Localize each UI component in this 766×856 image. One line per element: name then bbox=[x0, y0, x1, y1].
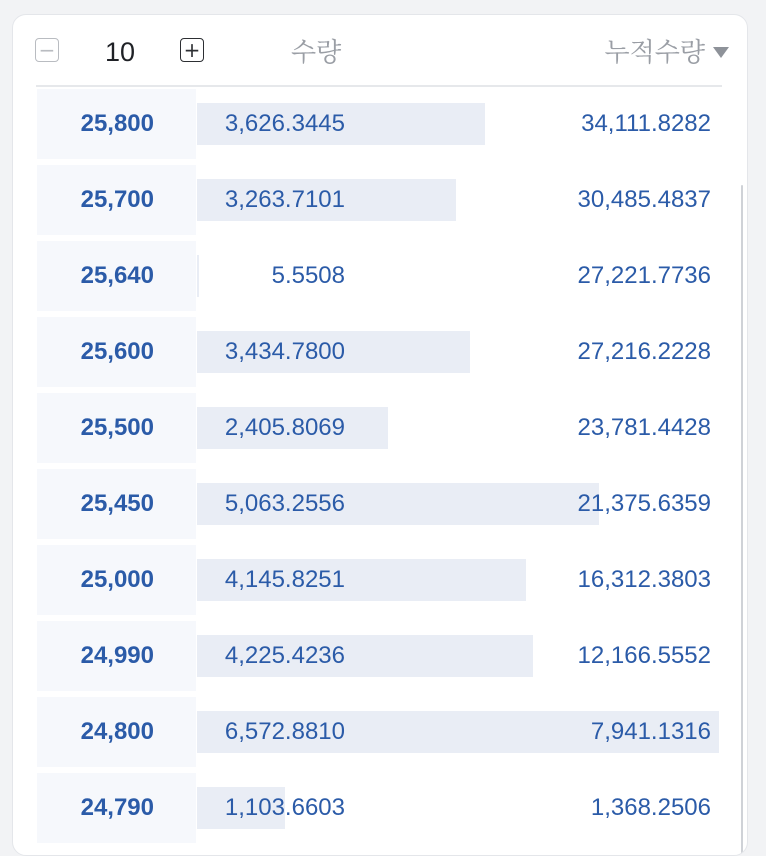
order-book-panel bbox=[12, 14, 748, 856]
cumulative-cell: 16,312.3803 bbox=[577, 566, 711, 593]
cumulative-cell: 34,111.8282 bbox=[581, 110, 711, 137]
price-cell: 25,600 bbox=[37, 317, 196, 387]
header-divider bbox=[36, 85, 722, 87]
table-row[interactable] bbox=[13, 393, 747, 463]
table-row[interactable] bbox=[13, 773, 747, 843]
price-cell: 25,800 bbox=[37, 89, 196, 159]
price-cell: 25,640 bbox=[37, 241, 196, 311]
quantity-cell: 5.5508 bbox=[271, 262, 345, 289]
step-value: 10 bbox=[104, 37, 136, 67]
quantity-cell: 3,434.7800 bbox=[224, 338, 345, 365]
price-cell: 25,450 bbox=[37, 469, 196, 539]
cumulative-cell: 12,166.5552 bbox=[577, 642, 711, 669]
price-cell: 25,500 bbox=[37, 393, 196, 463]
table-row[interactable] bbox=[13, 89, 747, 159]
cumulative-cell: 1,368.2506 bbox=[590, 794, 711, 821]
cumulative-cell: 27,221.7736 bbox=[577, 262, 711, 289]
order-book-header bbox=[13, 15, 747, 85]
scrollbar[interactable] bbox=[741, 185, 743, 856]
quantity-cell: 6,572.8810 bbox=[224, 718, 345, 745]
quantity-cell: 3,263.7101 bbox=[224, 186, 345, 213]
quantity-cell: 2,405.8069 bbox=[224, 414, 345, 441]
table-row[interactable] bbox=[13, 697, 747, 767]
table-row[interactable] bbox=[13, 621, 747, 691]
quantity-cell: 4,145.8251 bbox=[224, 566, 345, 593]
price-cell: 25,700 bbox=[37, 165, 196, 235]
cumulative-column-header[interactable] bbox=[605, 35, 729, 69]
quantity-column-header: 수량 bbox=[291, 37, 342, 67]
table-row[interactable] bbox=[13, 545, 747, 615]
cumulative-cell: 30,485.4837 bbox=[577, 186, 711, 213]
table-row[interactable] bbox=[13, 317, 747, 387]
price-cell: 25,000 bbox=[37, 545, 196, 615]
quantity-cell: 4,225.4236 bbox=[224, 642, 345, 669]
cumulative-cell: 27,216.2228 bbox=[577, 338, 711, 365]
quantity-cell: 5,063.2556 bbox=[224, 490, 345, 517]
price-cell: 24,990 bbox=[37, 621, 196, 691]
table-row[interactable] bbox=[13, 165, 747, 235]
cumulative-column-label: 누적수량 bbox=[604, 37, 705, 67]
cumulative-cell: 21,375.6359 bbox=[577, 490, 711, 517]
quantity-cell: 1,103.6603 bbox=[224, 794, 345, 821]
caret-down-icon[interactable] bbox=[713, 47, 729, 58]
table-row[interactable] bbox=[13, 469, 747, 539]
price-cell: 24,790 bbox=[37, 773, 196, 843]
minus-icon[interactable]: − bbox=[35, 38, 59, 62]
cumulative-cell: 7,941.1316 bbox=[590, 718, 711, 745]
price-cell: 24,800 bbox=[37, 697, 196, 767]
quantity-cell: 3,626.3445 bbox=[224, 110, 345, 137]
cumulative-cell: 23,781.4428 bbox=[577, 414, 711, 441]
plus-icon[interactable]: + bbox=[180, 38, 204, 62]
table-row[interactable] bbox=[13, 241, 747, 311]
